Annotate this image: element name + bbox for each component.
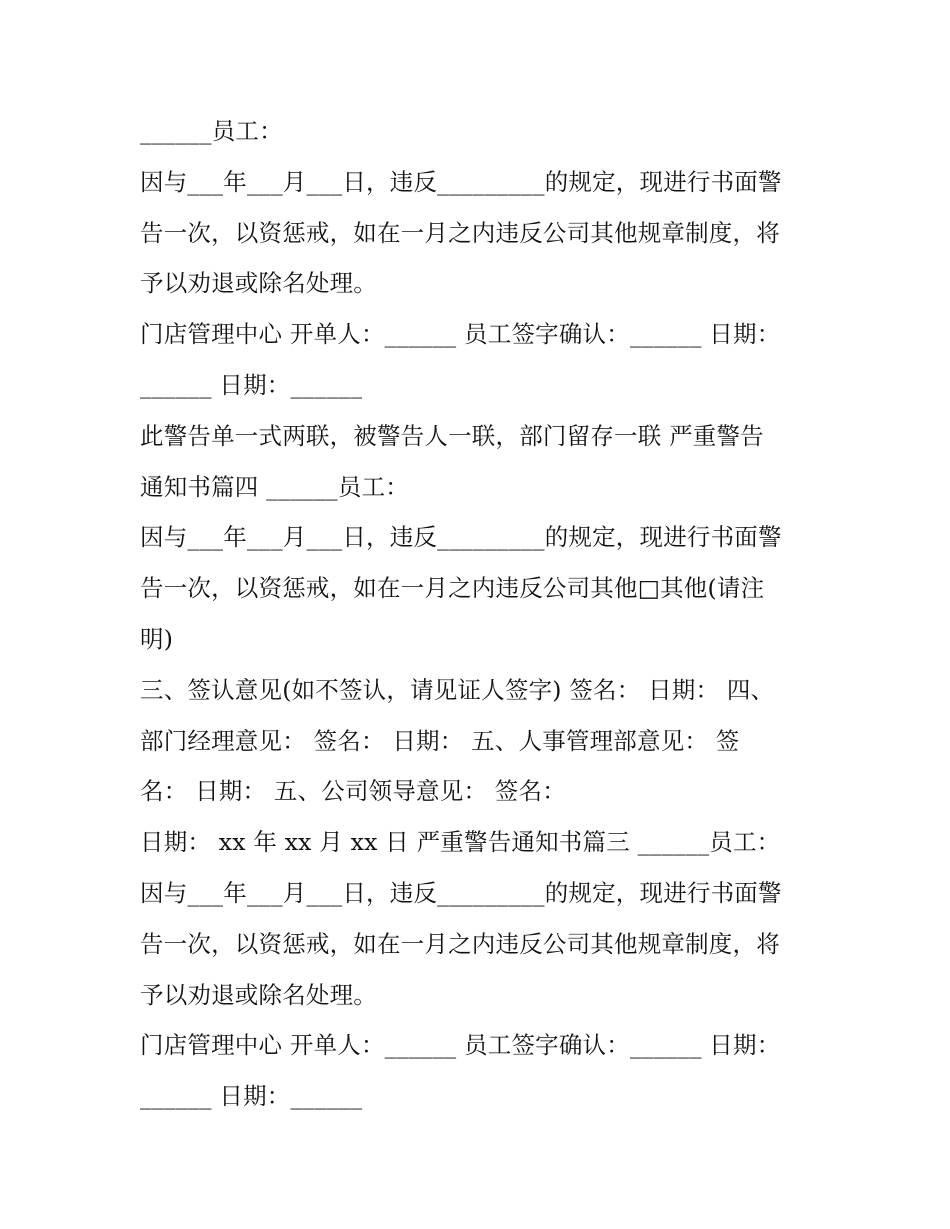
text-line: 门店管理中心 开单人：______ 员工签字确认：______ 日期： <box>140 1031 781 1060</box>
text-line: 三、签认意见(如不签认，请见证人签字) 签名： 日期： 四、 <box>140 675 775 704</box>
text-line: 告一次，以资惩戒，如在一月之内违反公司其他□其他(请注 <box>140 574 765 603</box>
text-line: 因与___年___月___日，违反_________的规定，现进行书面警 <box>140 523 782 552</box>
text-line: 因与___年___月___日，违反_________的规定，现进行书面警 <box>140 167 782 196</box>
text-line: 予以劝退或除名处理。 <box>140 980 377 1009</box>
text-line: 日期： xx 年 xx 月 xx 日 严重警告通知书篇三 ______员工： <box>140 828 781 857</box>
text-line: 通知书篇四 ______员工： <box>140 472 409 501</box>
text-line: 部门经理意见： 签名： 日期： 五、人事管理部意见： 签 <box>140 726 740 755</box>
text-line: 告一次，以资惩戒，如在一月之内违反公司其他规章制度，将 <box>140 929 780 958</box>
text-line: ______员工： <box>140 117 283 145</box>
text-line: 予以劝退或除名处理。 <box>140 269 377 298</box>
text-line: 告一次，以资惩戒，如在一月之内违反公司其他规章制度，将 <box>140 218 780 247</box>
text-line: ______ 日期：______ <box>140 1082 363 1111</box>
text-line: 明) <box>140 624 174 653</box>
text-line: 此警告单一式两联，被警告人一联，部门留存一联 严重警告 <box>140 421 764 450</box>
text-line: 因与___年___月___日，违反_________的规定，现进行书面警 <box>140 878 782 907</box>
document-body <box>140 106 820 1122</box>
text-line: 门店管理中心 开单人：______ 员工签字确认：______ 日期： <box>140 320 781 349</box>
text-line: 名： 日期： 五、公司领导意见： 签名： <box>140 777 566 806</box>
text-line: ______ 日期：______ <box>140 370 363 399</box>
